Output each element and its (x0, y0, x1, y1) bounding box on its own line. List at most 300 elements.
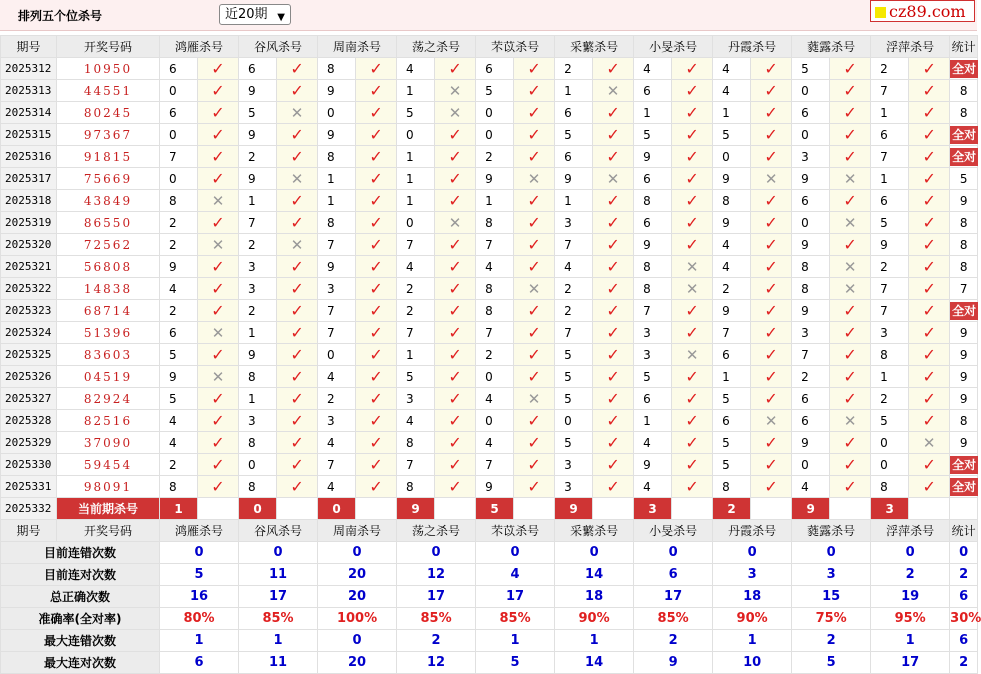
site-logo[interactable] (870, 0, 975, 22)
period-select-value: 近20期 (225, 7, 268, 22)
kill-number-cell: 4 (555, 256, 593, 278)
col-header-expert[interactable]: 浮萍杀号 (871, 520, 950, 542)
result-mark-cell (751, 322, 792, 344)
result-mark-cell (672, 432, 713, 454)
result-mark-cell (514, 388, 555, 410)
kill-number-cell: 4 (160, 410, 198, 432)
check-icon: ✓ (527, 80, 541, 100)
header-row (1, 36, 978, 58)
check-icon: ✓ (685, 366, 699, 386)
result-mark-cell (909, 168, 950, 190)
col-header-expert[interactable]: 小旻杀号 (634, 520, 713, 542)
result-mark-cell (830, 58, 871, 80)
check-icon: ✓ (606, 190, 620, 210)
result-mark-cell (435, 366, 476, 388)
stats-value: 85% (476, 608, 555, 630)
period-cell: 2025327 (1, 388, 57, 410)
period-cell: 2025312 (1, 58, 57, 80)
result-mark-cell (277, 146, 318, 168)
result-mark-cell (514, 454, 555, 476)
period-cell: 2025328 (1, 410, 57, 432)
cross-icon: ✕ (843, 411, 857, 430)
check-icon: ✓ (843, 322, 857, 342)
check-icon: ✓ (290, 410, 304, 430)
kill-number-cell: 6 (792, 410, 830, 432)
result-mark-cell (830, 124, 871, 146)
check-icon: ✓ (685, 410, 699, 430)
kill-number-cell: 0 (792, 212, 830, 234)
kill-number-cell: 8 (713, 476, 751, 498)
check-icon: ✓ (764, 190, 778, 210)
col-header-expert[interactable]: 芣苡杀号 (476, 520, 555, 542)
kill-number-cell: 7 (239, 212, 277, 234)
stats-value: 0 (318, 542, 397, 564)
result-mark-cell (672, 190, 713, 212)
check-icon: ✓ (211, 256, 225, 276)
check-icon: ✓ (527, 410, 541, 430)
result-mark-cell (435, 344, 476, 366)
stat-cell: 9 (950, 432, 978, 454)
result-mark-cell (909, 256, 950, 278)
col-header-expert[interactable]: 谷风杀号 (239, 36, 318, 58)
check-icon: ✓ (843, 388, 857, 408)
kill-number-cell: 6 (555, 146, 593, 168)
result-mark-cell (909, 124, 950, 146)
result-mark-cell (198, 344, 239, 366)
table-row (1, 454, 978, 476)
check-icon: ✓ (606, 58, 620, 78)
kill-number-cell: 0 (476, 124, 514, 146)
check-icon: ✓ (369, 80, 383, 100)
kill-number-cell: 6 (160, 58, 198, 80)
check-icon: ✓ (448, 454, 462, 474)
col-header-expert[interactable]: 蕤露杀号 (792, 36, 871, 58)
check-icon: ✓ (685, 168, 699, 188)
check-icon: ✓ (369, 388, 383, 408)
result-mark-cell (830, 190, 871, 212)
kill-number-cell: 7 (318, 300, 356, 322)
kill-number-cell: 0 (871, 454, 909, 476)
check-icon: ✓ (922, 388, 936, 408)
result-mark-cell (909, 278, 950, 300)
check-icon: ✓ (764, 454, 778, 474)
check-icon: ✓ (211, 278, 225, 298)
col-header-expert[interactable]: 周南杀号 (318, 520, 397, 542)
kill-number-cell: 4 (476, 388, 514, 410)
stats-row (1, 564, 978, 586)
check-icon: ✓ (211, 454, 225, 474)
result-mark-cell (593, 454, 634, 476)
result-mark-cell (593, 300, 634, 322)
blank-cell (198, 498, 239, 520)
stats-value: 14 (555, 652, 634, 674)
draw-number-cell: 51396 (57, 322, 160, 344)
check-icon: ✓ (843, 476, 857, 496)
kill-number-cell: 9 (239, 124, 277, 146)
check-icon: ✓ (843, 146, 857, 166)
cross-icon: ✕ (527, 279, 541, 298)
check-icon: ✓ (606, 410, 620, 430)
kill-number-cell: 9 (160, 256, 198, 278)
check-icon: ✓ (211, 80, 225, 100)
cross-icon: ✕ (685, 257, 699, 276)
check-icon: ✓ (843, 234, 857, 254)
result-mark-cell (593, 322, 634, 344)
check-icon: ✓ (527, 234, 541, 254)
kill-number-cell: 1 (397, 146, 435, 168)
col-header-expert[interactable]: 周南杀号 (318, 36, 397, 58)
check-icon: ✓ (369, 234, 383, 254)
check-icon: ✓ (369, 322, 383, 342)
result-mark-cell (672, 212, 713, 234)
stats-value: 12 (397, 564, 476, 586)
draw-number-cell: 80245 (57, 102, 160, 124)
kill-number-cell: 5 (160, 388, 198, 410)
result-mark-cell (672, 58, 713, 80)
check-icon: ✓ (448, 322, 462, 342)
table-row (1, 410, 978, 432)
result-mark-cell (593, 212, 634, 234)
all-correct-badge: 全对 (952, 479, 977, 494)
kill-number-cell: 8 (871, 476, 909, 498)
stats-value: 0 (555, 542, 634, 564)
kill-number-cell: 5 (634, 366, 672, 388)
kill-number-cell: 1 (555, 80, 593, 102)
check-icon: ✓ (369, 58, 383, 78)
result-mark-cell (435, 58, 476, 80)
col-header-expert[interactable]: 鸿雁杀号 (160, 520, 239, 542)
kill-number-cell: 8 (239, 432, 277, 454)
result-mark-cell (435, 212, 476, 234)
draw-number-cell: 97367 (57, 124, 160, 146)
result-mark-cell (277, 388, 318, 410)
draw-number-cell: 68714 (57, 300, 160, 322)
kill-number-cell: 5 (397, 366, 435, 388)
stats-label: 准确率(全对率) (1, 608, 160, 630)
result-mark-cell (277, 344, 318, 366)
kill-number-cell: 9 (792, 432, 830, 454)
check-icon: ✓ (606, 212, 620, 232)
stat-cell: 9 (950, 322, 978, 344)
result-mark-cell (909, 80, 950, 102)
check-icon: ✓ (369, 124, 383, 144)
kill-number-cell: 9 (871, 234, 909, 256)
result-mark-cell (277, 476, 318, 498)
period-cell: 2025313 (1, 80, 57, 102)
result-mark-cell (593, 256, 634, 278)
result-mark-cell (356, 454, 397, 476)
kill-number-cell: 3 (239, 410, 277, 432)
blank-cell (435, 498, 476, 520)
kill-number-cell: 1 (397, 344, 435, 366)
check-icon: ✓ (922, 190, 936, 210)
check-icon: ✓ (922, 454, 936, 474)
stats-value: 100% (318, 608, 397, 630)
cross-icon: ✕ (606, 81, 620, 100)
kill-number-cell: 2 (476, 344, 514, 366)
draw-number-cell: 91815 (57, 146, 160, 168)
result-mark-cell (593, 80, 634, 102)
kill-number-cell: 7 (397, 322, 435, 344)
col-header-stat: 统计 (950, 520, 978, 542)
check-icon: ✓ (764, 388, 778, 408)
result-mark-cell (356, 388, 397, 410)
result-mark-cell (435, 410, 476, 432)
result-mark-cell (356, 410, 397, 432)
result-mark-cell (198, 278, 239, 300)
draw-number-cell: 10950 (57, 58, 160, 80)
col-header-expert[interactable]: 谷风杀号 (239, 520, 318, 542)
table-row (1, 278, 978, 300)
kill-number-cell: 2 (160, 234, 198, 256)
check-icon: ✓ (922, 410, 936, 430)
kill-number-cell: 8 (318, 146, 356, 168)
result-mark-cell (514, 190, 555, 212)
col-header-expert[interactable]: 芣苡杀号 (476, 36, 555, 58)
result-mark-cell (751, 212, 792, 234)
result-mark-cell (751, 300, 792, 322)
check-icon: ✓ (290, 212, 304, 232)
stats-value: 1 (871, 630, 950, 652)
check-icon: ✓ (369, 278, 383, 298)
kill-number-cell: 3 (792, 322, 830, 344)
result-mark-cell (356, 212, 397, 234)
stats-value: 16 (160, 586, 239, 608)
check-icon: ✓ (606, 278, 620, 298)
col-header-expert[interactable]: 荡之杀号 (397, 36, 476, 58)
result-mark-cell (593, 432, 634, 454)
check-icon: ✓ (369, 102, 383, 122)
kill-number-cell: 6 (713, 410, 751, 432)
check-icon: ✓ (527, 322, 541, 342)
result-mark-cell (514, 234, 555, 256)
check-icon: ✓ (448, 366, 462, 386)
table-row (1, 80, 978, 102)
check-icon: ✓ (685, 58, 699, 78)
kill-number-cell: 6 (792, 102, 830, 124)
kill-number-cell: 8 (871, 344, 909, 366)
stat-cell (950, 300, 978, 322)
stats-label: 最大连对次数 (1, 652, 160, 674)
result-mark-cell (356, 80, 397, 102)
col-header-expert[interactable]: 小旻杀号 (634, 36, 713, 58)
result-mark-cell (435, 388, 476, 410)
kill-number-cell: 6 (476, 58, 514, 80)
all-correct-badge: 全对 (952, 303, 977, 318)
result-mark-cell (830, 146, 871, 168)
result-mark-cell (830, 80, 871, 102)
stats-value: 17 (871, 652, 950, 674)
table-row (1, 256, 978, 278)
stat-cell: 9 (950, 366, 978, 388)
stats-value: 80% (160, 608, 239, 630)
result-mark-cell (672, 256, 713, 278)
stats-value: 0 (871, 542, 950, 564)
kill-number-cell: 2 (160, 300, 198, 322)
check-icon: ✓ (369, 344, 383, 364)
draw-number-cell: 04519 (57, 366, 160, 388)
kill-number-cell: 2 (871, 58, 909, 80)
kill-number-cell: 5 (792, 58, 830, 80)
blank-cell (356, 498, 397, 520)
check-icon: ✓ (764, 58, 778, 78)
check-icon: ✓ (290, 190, 304, 210)
current-kill-number: 9 (397, 498, 435, 520)
check-icon: ✓ (290, 300, 304, 320)
check-icon: ✓ (764, 344, 778, 364)
result-mark-cell (435, 432, 476, 454)
kill-number-cell: 6 (160, 102, 198, 124)
kill-number-cell: 3 (871, 322, 909, 344)
result-mark-cell (435, 102, 476, 124)
stats-value: 2 (792, 630, 871, 652)
kill-number-cell: 0 (555, 410, 593, 432)
draw-number-cell: 14838 (57, 278, 160, 300)
result-mark-cell (909, 300, 950, 322)
result-mark-cell (830, 432, 871, 454)
check-icon: ✓ (211, 58, 225, 78)
stats-body (1, 520, 981, 674)
result-mark-cell (277, 410, 318, 432)
check-icon: ✓ (369, 454, 383, 474)
col-header-expert[interactable]: 荡之杀号 (397, 520, 476, 542)
period-cell: 2025320 (1, 234, 57, 256)
check-icon: ✓ (290, 388, 304, 408)
col-header-expert[interactable]: 鸿雁杀号 (160, 36, 239, 58)
kill-number-cell: 1 (397, 80, 435, 102)
check-icon: ✓ (369, 146, 383, 166)
kill-number-cell: 1 (239, 388, 277, 410)
kill-number-cell: 2 (555, 300, 593, 322)
check-icon: ✓ (922, 344, 936, 364)
cross-icon: ✕ (843, 213, 857, 232)
col-header-expert[interactable]: 采蘩杀号 (555, 36, 634, 58)
stat-cell (950, 454, 978, 476)
result-mark-cell (277, 322, 318, 344)
result-mark-cell (672, 124, 713, 146)
table-row (1, 124, 978, 146)
kill-number-cell: 1 (476, 190, 514, 212)
check-icon: ✓ (764, 300, 778, 320)
check-icon: ✓ (369, 190, 383, 210)
result-mark-cell (909, 344, 950, 366)
col-header-expert[interactable]: 蕤露杀号 (792, 520, 871, 542)
result-mark-cell (751, 454, 792, 476)
check-icon: ✓ (369, 366, 383, 386)
check-icon: ✓ (290, 146, 304, 166)
current-kill-number: 3 (871, 498, 909, 520)
kill-number-cell: 4 (160, 278, 198, 300)
result-mark-cell (909, 322, 950, 344)
result-mark-cell (514, 58, 555, 80)
result-mark-cell (514, 344, 555, 366)
stats-value: 12 (397, 652, 476, 674)
cross-icon: ✕ (685, 279, 699, 298)
col-header-expert[interactable]: 丹霞杀号 (713, 36, 792, 58)
result-mark-cell (356, 190, 397, 212)
check-icon: ✓ (606, 476, 620, 496)
kill-number-cell: 4 (160, 432, 198, 454)
result-mark-cell (435, 190, 476, 212)
kill-number-cell: 7 (476, 322, 514, 344)
result-mark-cell (514, 212, 555, 234)
kill-number-cell: 2 (318, 388, 356, 410)
kill-number-cell: 6 (634, 212, 672, 234)
stats-value: 10 (713, 652, 792, 674)
kill-number-cell: 8 (160, 476, 198, 498)
stats-value: 6 (950, 586, 978, 608)
result-mark-cell (830, 322, 871, 344)
check-icon: ✓ (527, 344, 541, 364)
check-icon: ✓ (290, 124, 304, 144)
result-mark-cell (277, 190, 318, 212)
cross-icon: ✕ (448, 213, 462, 232)
result-mark-cell (830, 300, 871, 322)
cross-icon: ✕ (448, 81, 462, 100)
kill-number-cell: 4 (634, 476, 672, 498)
result-mark-cell (593, 124, 634, 146)
col-header-expert[interactable]: 丹霞杀号 (713, 520, 792, 542)
kill-number-cell: 7 (397, 454, 435, 476)
result-mark-cell (514, 322, 555, 344)
kill-number-cell: 0 (792, 124, 830, 146)
kill-number-cell: 3 (634, 322, 672, 344)
current-kill-number: 0 (318, 498, 356, 520)
result-mark-cell (435, 278, 476, 300)
kill-number-cell: 2 (713, 278, 751, 300)
kill-number-cell: 4 (318, 476, 356, 498)
kill-number-cell: 4 (397, 256, 435, 278)
stats-value: 85% (239, 608, 318, 630)
stats-value: 0 (239, 542, 318, 564)
check-icon: ✓ (843, 190, 857, 210)
check-icon: ✓ (685, 212, 699, 232)
period-select[interactable] (219, 4, 291, 25)
check-icon: ✓ (843, 432, 857, 452)
stats-value: 3 (792, 564, 871, 586)
check-icon: ✓ (211, 388, 225, 408)
col-header-expert[interactable]: 浮萍杀号 (871, 36, 950, 58)
period-cell: 2025319 (1, 212, 57, 234)
kill-number-cell: 3 (239, 278, 277, 300)
kill-number-cell: 7 (318, 454, 356, 476)
stats-value: 15 (792, 586, 871, 608)
draw-number-cell: 75669 (57, 168, 160, 190)
col-header-expert[interactable]: 采蘩杀号 (555, 520, 634, 542)
period-cell: 2025331 (1, 476, 57, 498)
result-mark-cell (356, 476, 397, 498)
kill-number-cell: 4 (634, 432, 672, 454)
stats-value: 0 (397, 542, 476, 564)
check-icon: ✓ (606, 146, 620, 166)
check-icon: ✓ (448, 388, 462, 408)
result-mark-cell (672, 410, 713, 432)
stats-value: 6 (160, 652, 239, 674)
kill-number-cell: 4 (634, 58, 672, 80)
period-cell: 2025321 (1, 256, 57, 278)
kill-number-cell: 8 (792, 278, 830, 300)
kill-number-cell: 6 (239, 58, 277, 80)
check-icon: ✓ (685, 146, 699, 166)
result-mark-cell (751, 58, 792, 80)
result-mark-cell (277, 124, 318, 146)
stats-value: 6 (634, 564, 713, 586)
period-cell: 2025323 (1, 300, 57, 322)
kill-number-cell: 1 (871, 366, 909, 388)
result-mark-cell (909, 190, 950, 212)
result-mark-cell (435, 168, 476, 190)
kill-number-cell: 1 (634, 102, 672, 124)
